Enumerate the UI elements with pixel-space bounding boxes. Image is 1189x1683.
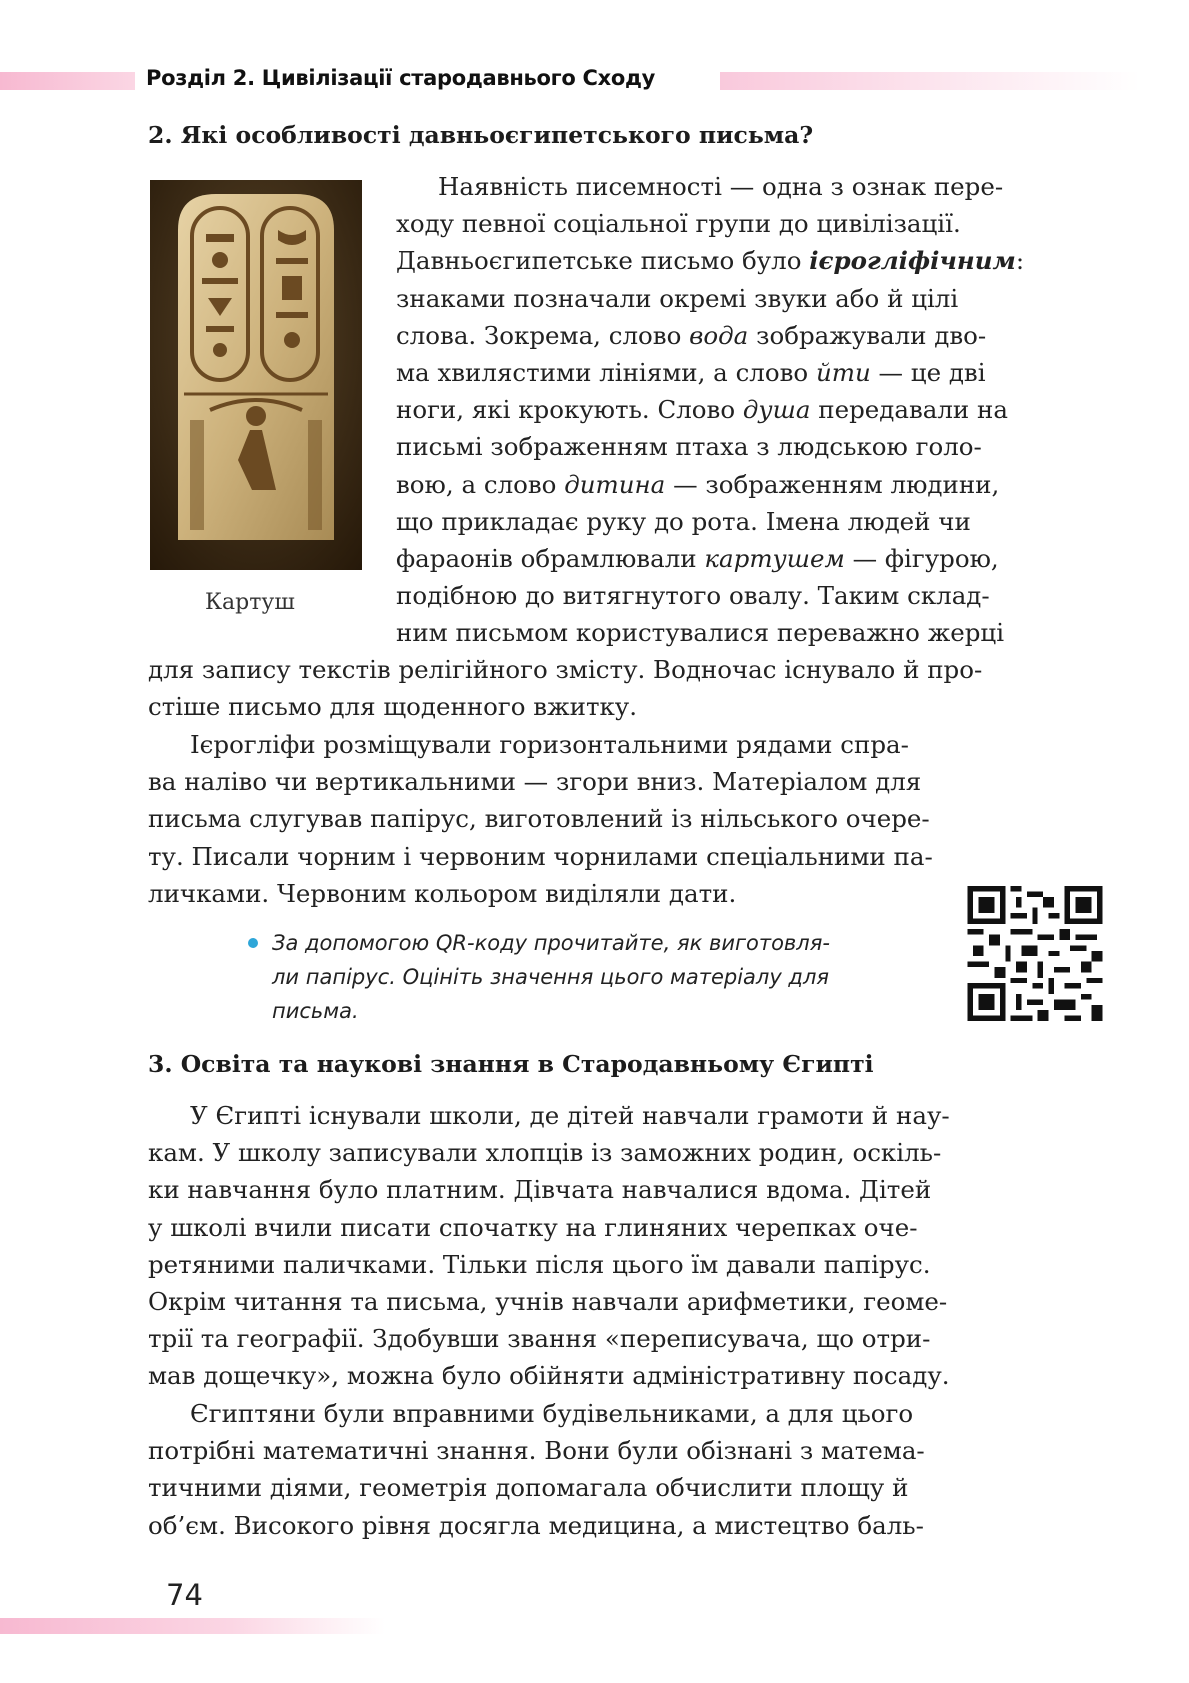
line: ки навчання було платним. Дівчата навчалися вдома. Дітей	[148, 1175, 932, 1205]
term-child: дитина	[564, 469, 666, 499]
line: Окрім читання та письма, учнів навчали арифметики, геоме-	[148, 1287, 948, 1317]
cartouche-illustration	[150, 180, 362, 570]
section2-para1-wrap	[396, 168, 1104, 652]
line: об’єм. Високого рівня досягла медицина, а мистецтво баль-	[148, 1510, 924, 1540]
task-bullet-icon	[248, 938, 258, 948]
line: потрібні математичні знання. Вони були обізнані з матема-	[148, 1436, 925, 1466]
term-hieroglyphic: ієрогліфічним	[809, 246, 1016, 276]
section2-title: 2. Які особливості давньоєгипетського письма?	[148, 121, 814, 149]
header-band-right	[720, 72, 1140, 90]
line: мав дощечку», можна було обійняти адміністративну посаду.	[148, 1361, 950, 1391]
line: письма слугував папірус, виготовлений із нільського очере-	[148, 804, 930, 834]
section2-para1-cont	[148, 651, 1104, 725]
cartouche-image	[150, 180, 362, 570]
line: слова. Зокрема, слово вода зображували дво-	[396, 320, 987, 350]
line: Єгиптяни були вправними будівельниками, а для цього	[190, 1399, 914, 1428]
line: личками. Червоним кольором виділяли дати.	[148, 878, 737, 908]
footer-band	[0, 1618, 385, 1634]
line: Давньоєгипетське письмо було ієрогліфічним:	[396, 246, 1025, 276]
term-cartouche: картушем	[704, 544, 845, 574]
line: тичними діями, геометрія допомагала обчислити площу й	[148, 1473, 909, 1503]
line: для запису текстів релігійного змісту. Водночас існувало й про-	[148, 655, 983, 684]
line: У Єгипті існували школи, де дітей навчали грамоти й нау-	[190, 1101, 950, 1130]
header-band-left	[0, 72, 135, 90]
line: Наявність писемності — одна з ознак пере-	[438, 172, 1004, 201]
line: письмі зображенням птаха з людською голо-	[396, 432, 982, 462]
qr-code-icon[interactable]	[967, 886, 1103, 1021]
line: у школі вчили писати спочатку на глиняних черепках оче-	[148, 1212, 918, 1242]
line: що прикладає руку до рота. Імена людей чи	[396, 506, 971, 536]
line: ма хвилястими лініями, а слово йти — це дві	[396, 358, 986, 388]
line: ту. Писали чорним і червоним чорнилами спеціальними па-	[148, 841, 933, 871]
term-go: йти	[815, 358, 871, 388]
line: стіше письмо для щоденного вжитку.	[148, 692, 638, 722]
line: ноги, які крокують. Слово душа передавали на	[396, 395, 1008, 425]
section3-title: 3. Освіта та наукові знання в Стародавньому Єгипті	[148, 1050, 874, 1078]
task-text	[272, 926, 944, 1028]
task-line: ли папірус. Оцініть значення цього матеріалу для	[272, 965, 830, 989]
section3-para2	[148, 1395, 1104, 1544]
image-caption: Картуш	[205, 590, 295, 615]
section2-para2	[148, 726, 1104, 912]
line: ходу певної соціальної групи до цивілізації.	[396, 209, 961, 239]
line: знаками позначали окремі звуки або й цілі	[396, 283, 959, 313]
line: подібною до витягнутого овалу. Таким склад-	[396, 581, 990, 611]
page-number: 74	[166, 1578, 203, 1612]
line: фараонів обрамлювали картушем — фігурою,	[396, 544, 999, 574]
line: Ієрогліфи розміщували горизонтальними рядами спра-	[190, 730, 909, 759]
line: ним письмом користувалися переважно жерці	[396, 618, 1005, 648]
line: вою, а слово дитина — зображенням людини,	[396, 469, 1000, 499]
line: трії та географії. Здобувши звання «переписувача, що отри-	[148, 1324, 931, 1354]
term-water: вода	[689, 320, 749, 350]
section3-para1	[148, 1097, 1104, 1395]
term-soul: душа	[742, 395, 811, 425]
section-header: Розділ 2. Цивілізації стародавнього Сходу	[146, 66, 656, 90]
task-line: За допомогою QR-коду прочитайте, як виготовля-	[272, 931, 830, 955]
line: ретяними паличками. Тільки після цього їм давали папірус.	[148, 1249, 931, 1279]
line: кам. У школу записували хлопців із заможних родин, оскіль-	[148, 1138, 942, 1168]
task-line: письма.	[272, 999, 359, 1023]
line: ва наліво чи вертикальними — згори вниз. Матеріалом для	[148, 767, 922, 797]
